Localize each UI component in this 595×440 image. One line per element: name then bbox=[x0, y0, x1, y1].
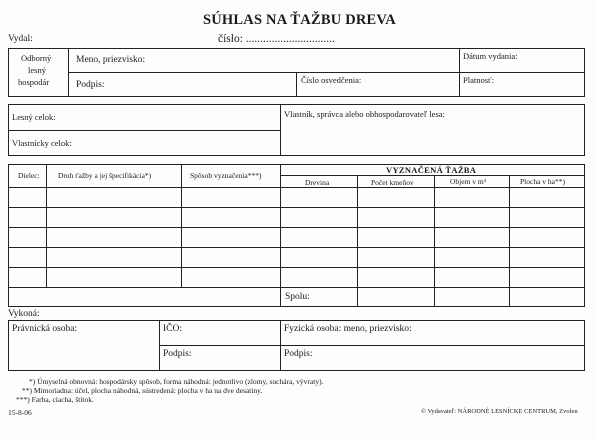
col-druh-tazby: Druh ťažby a jej špecifikácia*) bbox=[58, 171, 152, 180]
footnote-3: ***) Farba, ciacha, štítok. bbox=[16, 395, 94, 404]
vlastnicky-celok-field[interactable]: Vlastnícky celok: bbox=[12, 138, 72, 148]
odborny-label-3: hospodár bbox=[18, 77, 50, 87]
page-title: SÚHLAS NA ŤAŽBU DREVA bbox=[203, 12, 396, 28]
col-pocet-kmenov: Počet kmeňov bbox=[371, 178, 414, 187]
odborny-label-2: lesný bbox=[28, 65, 46, 75]
odborny-label-1: Odborný bbox=[21, 53, 52, 63]
col-vyznacena-tazba: VYZNAČENÁ ŤAŽBA bbox=[386, 165, 477, 175]
col-drevina: Drevina bbox=[305, 178, 330, 187]
podpis-fyzicka-field[interactable]: Podpis: bbox=[284, 349, 313, 359]
meno-field[interactable]: Meno, priezvisko: bbox=[76, 55, 146, 65]
col-dielec: Dielec: bbox=[18, 171, 40, 180]
col-plocha: Plocha v ha**) bbox=[520, 177, 565, 186]
fyzicka-osoba-field[interactable]: Fyzická osoba: meno, priezvisko: bbox=[284, 324, 412, 334]
footnote-2: **) Mimoriadna: účel, plocha náhodná, sústredená: plocha v ha na dve desatiny. bbox=[22, 386, 263, 395]
osvedcenie-field[interactable]: Číslo osvedčenia: bbox=[301, 75, 362, 85]
col-objem: Objem v m³ bbox=[450, 177, 486, 186]
spolu-label: Spolu: bbox=[285, 292, 310, 302]
footnote-1: *) Úmyselná obnovná: hospodársky spôsob, forma náhodná: jednotlivo (zlomy, suchára, vývraty). bbox=[29, 377, 324, 386]
ico-field[interactable]: IČO: bbox=[163, 324, 182, 334]
cislo-field[interactable]: číslo: ............................... bbox=[218, 33, 335, 45]
vydal-label: Vydal: bbox=[8, 34, 33, 44]
platnost-field[interactable]: Platnosť: bbox=[463, 75, 495, 85]
vykona-label: Vykoná: bbox=[8, 309, 40, 319]
lesny-celok-field[interactable]: Lesný celok: bbox=[12, 112, 56, 122]
vlastnik-field[interactable]: Vlastník, správca alebo obhospodarovateľ lesa: bbox=[284, 109, 445, 119]
col-sposob-vyznacenia: Spôsob vyznačenia***) bbox=[190, 171, 262, 180]
datum-vydania-field[interactable]: Dátum vydania: bbox=[463, 51, 518, 61]
form-code: 15-8-06 bbox=[8, 408, 32, 417]
harvest-table bbox=[8, 164, 585, 307]
publisher-note: © Vydavateľ: NÁRODNÉ LESNÍCKE CENTRUM, Zvolen bbox=[421, 408, 578, 415]
pravnicka-osoba-field[interactable]: Právnická osoba: bbox=[12, 324, 78, 334]
podpis-pravnicka-field[interactable]: Podpis: bbox=[163, 349, 192, 359]
podpis-field[interactable]: Podpis: bbox=[76, 80, 105, 90]
